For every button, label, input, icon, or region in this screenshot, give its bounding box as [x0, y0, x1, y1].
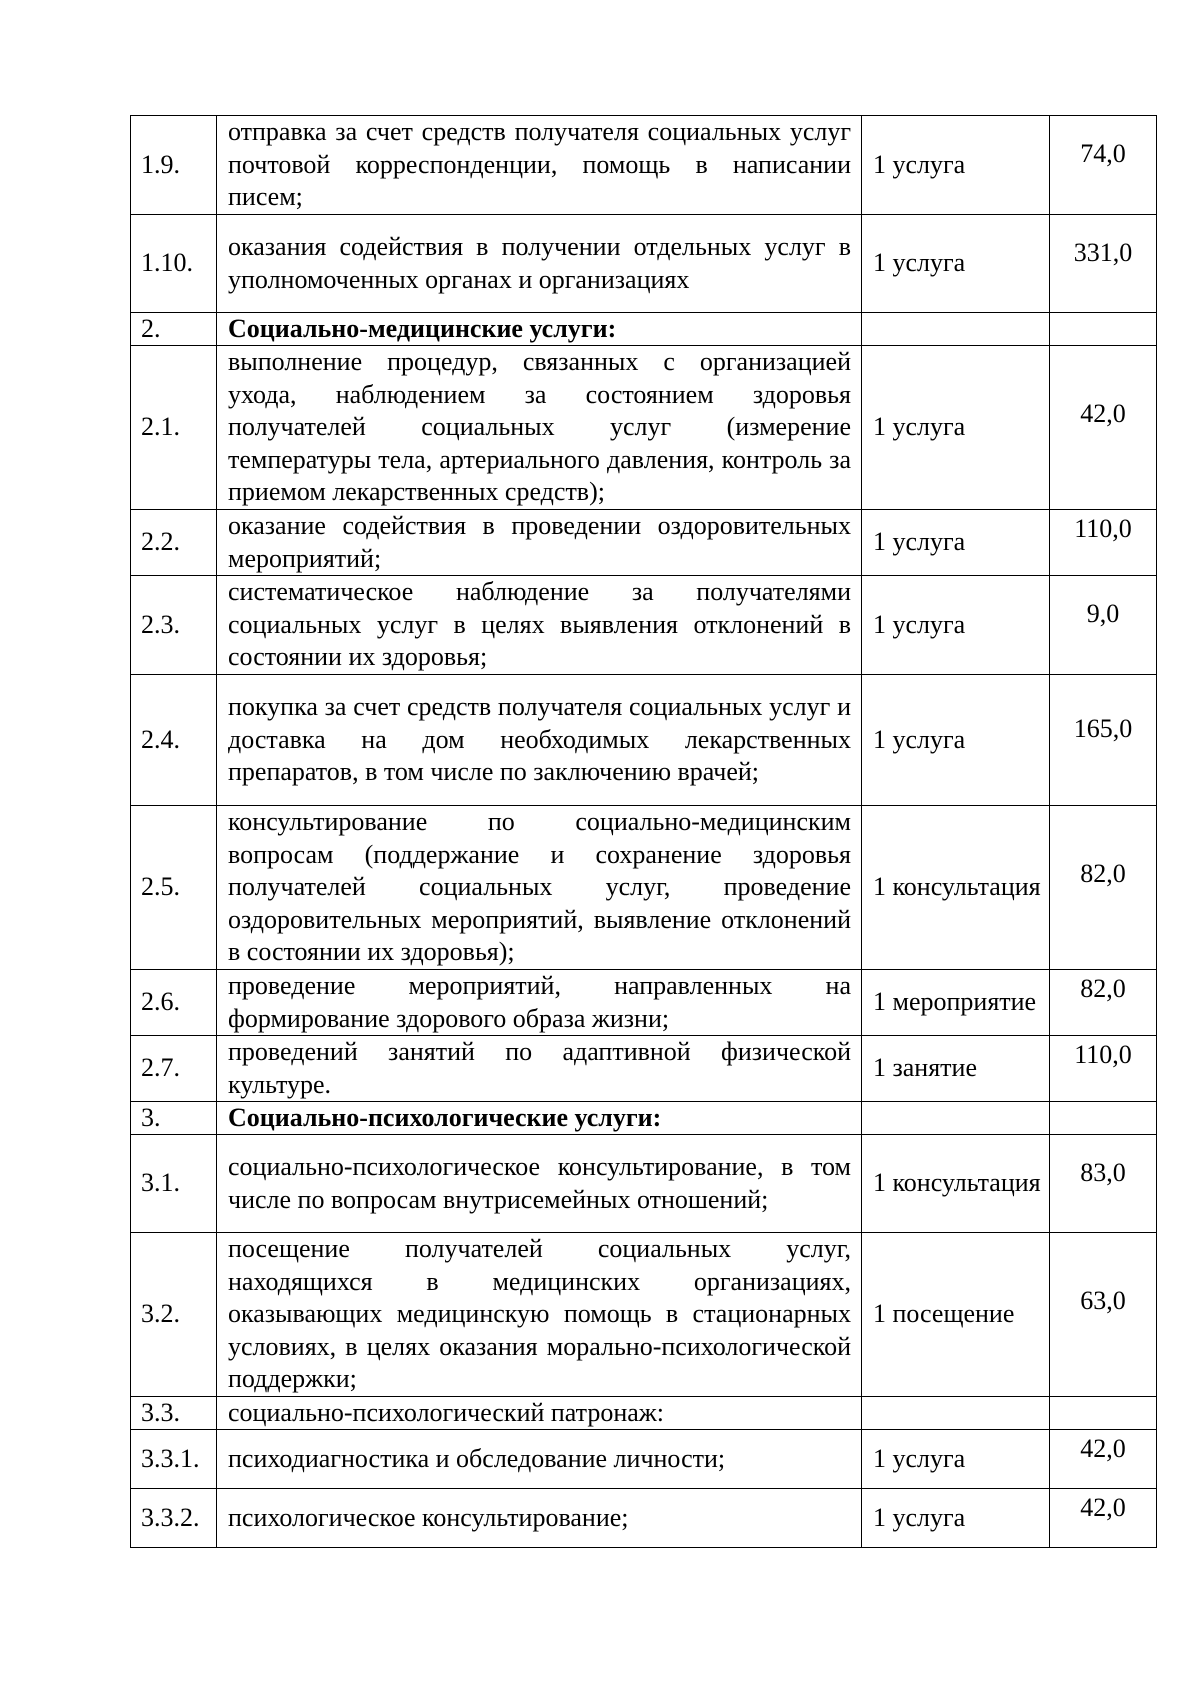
table-row	[131, 1489, 1157, 1548]
service-price: 42,0	[1050, 1430, 1157, 1489]
service-price	[1050, 313, 1157, 346]
service-description: социально-психологическое консультирование, в том числе по вопросам внутрисемейных отношений;	[217, 1135, 862, 1233]
service-price: 42,0	[1050, 346, 1157, 510]
row-number: 2.3.	[131, 576, 217, 675]
section-header-row	[131, 1102, 1157, 1135]
service-price: 110,0	[1050, 1036, 1157, 1102]
service-description: консультирование по социально-медицинским вопросам (поддержание и сохранение здоровья получателей социальных услуг, проведение оздоровительных мероприятий, выявление отклонений в состоянии их здоровья);	[217, 806, 862, 970]
row-number: 2.1.	[131, 346, 217, 510]
service-price: 83,0	[1050, 1135, 1157, 1233]
service-description: проведение мероприятий, направленных на формирование здорового образа жизни;	[217, 970, 862, 1036]
service-unit: 1 занятие	[862, 1036, 1050, 1102]
table-row	[131, 1397, 1157, 1430]
service-price: 63,0	[1050, 1233, 1157, 1397]
row-number: 2.6.	[131, 970, 217, 1036]
service-description: психологическое консультирование;	[217, 1489, 862, 1548]
service-price: 165,0	[1050, 675, 1157, 806]
table-row	[131, 510, 1157, 576]
service-description: оказания содействия в получении отдельных услуг в уполномоченных органах и организациях	[217, 215, 862, 313]
service-description: систематическое наблюдение за получателями социальных услуг в целях выявления отклонений в состоянии их здоровья;	[217, 576, 862, 675]
row-number: 3.1.	[131, 1135, 217, 1233]
service-price: 9,0	[1050, 576, 1157, 675]
row-number: 2.5.	[131, 806, 217, 970]
service-description: выполнение процедур, связанных с организацией ухода, наблюдением за состоянием здоровья получателей социальных услуг (измерение температуры тела, артериального давления, контроль за приемом лекарственных средств);	[217, 346, 862, 510]
table-row	[131, 1430, 1157, 1489]
service-unit: 1 консультация	[862, 806, 1050, 970]
section-title: Социально-медицинские услуги:	[228, 314, 617, 343]
row-number: 2.7.	[131, 1036, 217, 1102]
row-number: 3.2.	[131, 1233, 217, 1397]
service-price	[1050, 1102, 1157, 1135]
service-unit: 1 посещение	[862, 1233, 1050, 1397]
section-header-row	[131, 313, 1157, 346]
section-title: Социально-психологические услуги:	[228, 1103, 662, 1132]
table-row	[131, 576, 1157, 675]
table-row	[131, 806, 1157, 970]
row-number: 3.	[131, 1102, 217, 1135]
service-unit: 1 услуга	[862, 116, 1050, 215]
service-price: 110,0	[1050, 510, 1157, 576]
service-description: покупка за счет средств получателя социальных услуг и доставка на дом необходимых лекарственных препаратов, в том числе по заключению врачей;	[217, 675, 862, 806]
service-price: 82,0	[1050, 970, 1157, 1036]
service-unit: 1 услуга	[862, 346, 1050, 510]
service-description: психодиагностика и обследование личности;	[217, 1430, 862, 1489]
service-description: проведений занятий по адаптивной физической культуре.	[217, 1036, 862, 1102]
table-row	[131, 1233, 1157, 1397]
service-unit: 1 мероприятие	[862, 970, 1050, 1036]
service-price: 331,0	[1050, 215, 1157, 313]
table-row	[131, 116, 1157, 215]
row-number: 2.	[131, 313, 217, 346]
service-unit	[862, 1102, 1050, 1135]
row-number: 2.4.	[131, 675, 217, 806]
row-number: 1.10.	[131, 215, 217, 313]
row-number: 3.3.2.	[131, 1489, 217, 1548]
row-number: 2.2.	[131, 510, 217, 576]
row-number: 3.3.1.	[131, 1430, 217, 1489]
service-unit: 1 услуга	[862, 1489, 1050, 1548]
service-price	[1050, 1397, 1157, 1430]
service-unit: 1 услуга	[862, 215, 1050, 313]
service-unit: 1 услуга	[862, 510, 1050, 576]
table-row	[131, 215, 1157, 313]
service-description: оказание содействия в проведении оздоровительных мероприятий;	[217, 510, 862, 576]
table-row	[131, 1036, 1157, 1102]
table-row	[131, 346, 1157, 510]
service-unit: 1 услуга	[862, 576, 1050, 675]
table-row	[131, 1135, 1157, 1233]
service-description: социально-психологический патронаж:	[217, 1397, 862, 1430]
service-price: 82,0	[1050, 806, 1157, 970]
service-unit	[862, 313, 1050, 346]
service-unit	[862, 1397, 1050, 1430]
service-description: посещение получателей социальных услуг, находящихся в медицинских организациях, оказывающих медицинскую помощь в стационарных условиях, в целях оказания морально-психологической поддержки;	[217, 1233, 862, 1397]
service-price: 42,0	[1050, 1489, 1157, 1548]
row-number: 1.9.	[131, 116, 217, 215]
service-unit: 1 консультация	[862, 1135, 1050, 1233]
tariff-table	[130, 115, 1157, 1548]
service-description: отправка за счет средств получателя социальных услуг почтовой корреспонденции, помощь в написании писем;	[217, 116, 862, 215]
row-number: 3.3.	[131, 1397, 217, 1430]
table-row	[131, 675, 1157, 806]
service-price: 74,0	[1050, 116, 1157, 215]
table-row	[131, 970, 1157, 1036]
service-unit: 1 услуга	[862, 1430, 1050, 1489]
service-unit: 1 услуга	[862, 675, 1050, 806]
